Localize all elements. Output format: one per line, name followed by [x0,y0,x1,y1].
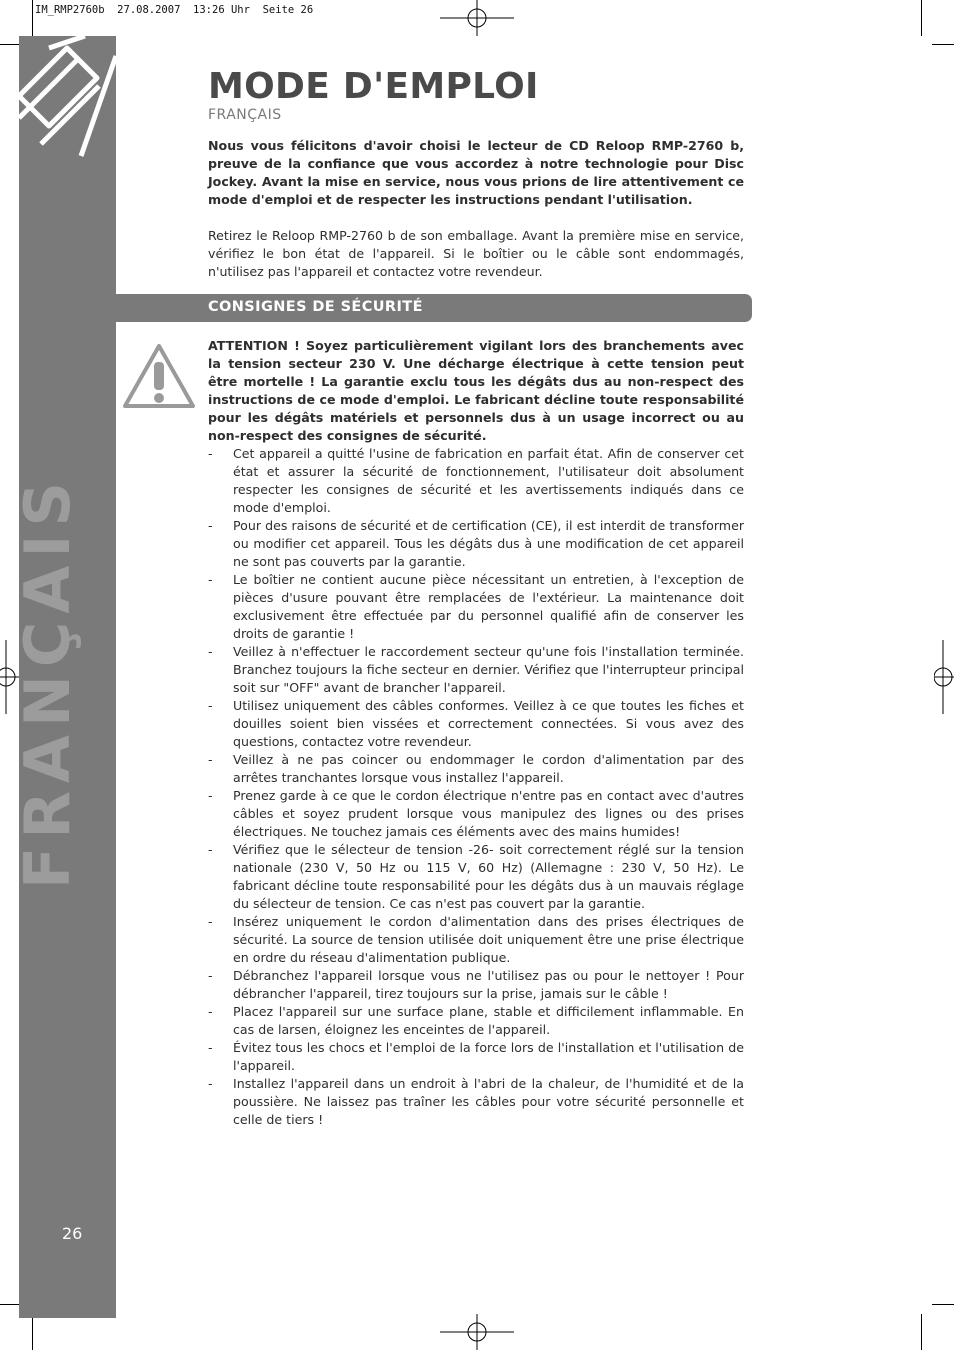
warning-triangle-icon [122,343,196,411]
list-item: - Placez l'appareil sur une surface plane, stable et difficilement inflammable. En cas de larsen, éloignez les enceintes de l'appareil. [208,1003,744,1039]
print-header: IM_RMP2760b 27.08.2007 13:26 Uhr Seite 26 [35,4,314,16]
section-title: CONSIGNES DE SÉCURITÉ [208,299,423,315]
list-item: - Insérez uniquement le cordon d'alimentation dans des prises électriques de sécurité. La source de tension utilisée doit uniquement être une prise électrique en ordre du réseau d'alimentation publique. [208,913,744,967]
list-item: - Utilisez uniquement des câbles conformes. Veillez à ce que toutes les fiches et douilles soient bien vissées et correctement connectées. Si vous avez des questions, contactez votre revendeur. [208,697,744,751]
section-header-bar [116,294,752,322]
registration-mark-right [934,640,954,714]
intro-paragraph: Nous vous félicitons d'avoir choisi le lecteur de CD Reloop RMP-2760 b, preuve de la confiance que vous accordez à notre technologie pour Disc Jockey. Avant la mise en service, nous vous prions de lire attentivement ce mode d'emploi et de respecter les instructions pendant l'utilisation. [208,138,744,207]
list-item: - Pour des raisons de sécurité et de certification (CE), il est interdit de transformer ou modifier cet appareil. Tous les dégâts dus à une modification de cet appareil ne sont pas couverts par la garantie. [208,517,744,571]
sidebar-language-label: FRANÇAIS [11,473,85,889]
unpack-paragraph: Retirez le Reloop RMP-2760 b de son emballage. Avant la première mise en service, vérifiez le bon état de l'appareil. Si le boîtier ou le câble sont endommagés, n'utilisez pas l'appareil et contactez votre revendeur. [208,228,744,279]
list-item: - Évitez tous les chocs et l'emploi de la force lors de l'installation et l'utilisation de l'appareil. [208,1039,744,1075]
reloop-logo-icon [19,36,116,161]
registration-mark-bottom [440,1314,514,1350]
list-item: - Le boîtier ne contient aucune pièce nécessitant un entretien, à l'exception de pièces d'usure pouvant être remplacées de l'extérieur. La maintenance doit exclusivement être effectuée par du personnel qualifié afin de conserver les droits de garantie ! [208,571,744,643]
list-item: - Installez l'appareil dans un endroit à l'abri de la chaleur, de l'humidité et de la poussière. Ne laissez pas traîner les câbles pour votre sécurité personnelle et celle de tiers ! [208,1075,744,1129]
safety-instructions-list [208,445,744,1129]
page-title: MODE D'EMPLOI [208,66,539,107]
registration-mark-top [440,0,514,36]
list-item: - Veillez à ne pas coincer ou endommager le cordon d'alimentation par des arrêtes tranchantes lorsque vous installez l'appareil. [208,751,744,787]
list-item: - Prenez garde à ce que le cordon électrique n'entre pas en contact avec d'autres câbles et soyez prudent lorsque vous manipulez des lignes ou des prises électriques. Ne touchez jamais ces éléments avec des mains humides! [208,787,744,841]
page-subtitle: FRANÇAIS [208,107,282,123]
list-item: - Cet appareil a quitté l'usine de fabrication en parfait état. Afin de conserver cet état et assurer la sécurité de fonctionnement, l'utilisateur doit absolument respecter les consignes de sécurité et les avertissements indiqués dans ce mode d'emploi. [208,445,744,517]
list-item: - Veillez à n'effectuer le raccordement secteur qu'une fois l'installation terminée. Branchez toujours la fiche secteur en dernier. Vérifiez que l'interrupteur principal soit sur "OFF" avant de brancher l'appareil. [208,643,744,697]
page-number: 26 [62,1224,83,1243]
list-item: - Débranchez l'appareil lorsque vous ne l'utilisez pas ou pour le nettoyer ! Pour débrancher l'appareil, tirez toujours sur la prise, jamais sur le câble ! [208,967,744,1003]
safety-warning: ATTENTION ! Soyez particulièrement vigilant lors des branchements avec la tension secteur 230 V. Une décharge électrique à cette tension peut être mortelle ! La garantie exclu tous les dégâts dus au non-respect des instructions de ce mode d'emploi. Le fabricant décline toute responsabilité pour les dégâts matériels et personnels dus à un usage incorrect ou au non-respect des consignes de sécurité. [208,338,744,443]
list-item: - Vérifiez que le sélecteur de tension -26- soit correctement réglé sur la tension nationale (230 V, 50 Hz ou 115 V, 60 Hz) (Allemagne : 230 V, 50 Hz). Le fabricant décline toute responsabilité pour les dégâts dus à un mauvais réglage du sélecteur de tension. Ce cas n'est pas couvert par la garantie. [208,841,744,913]
